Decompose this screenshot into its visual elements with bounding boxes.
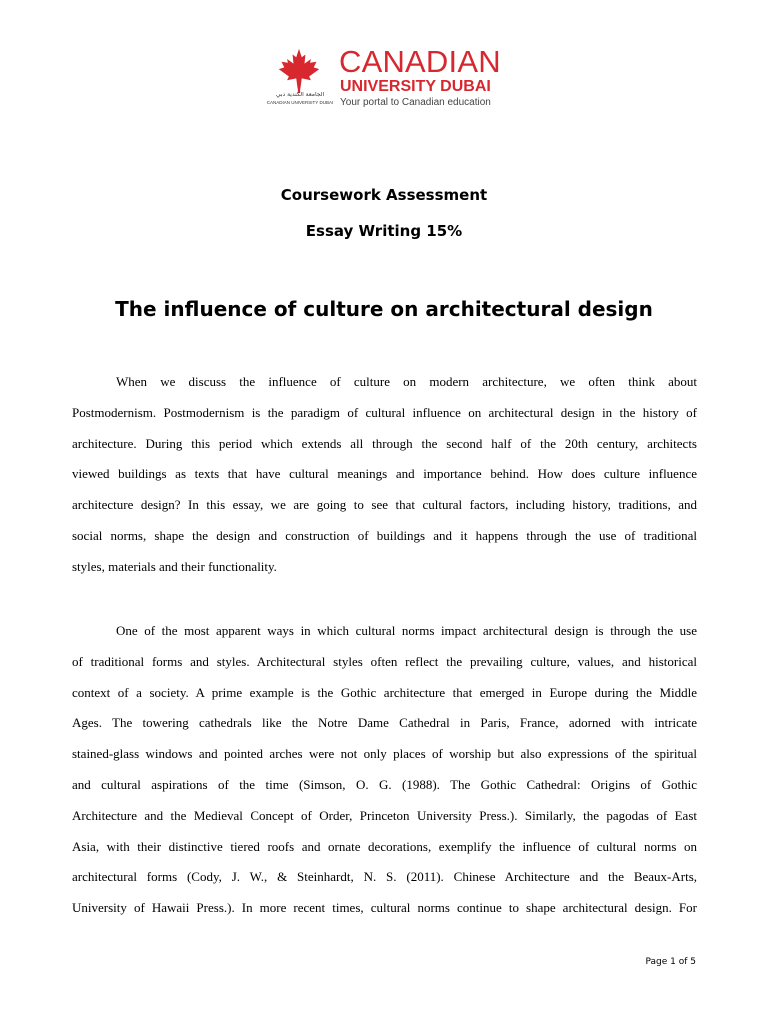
logo-small-english-text: CANADIAN UNIVERSITY DUBAI	[266, 100, 334, 105]
paragraph-line: viewed buildings as texts that have cultural meanings and importance behind. How does culture influence	[72, 466, 697, 482]
logo-emblem	[266, 44, 334, 110]
essay-heading: Essay Writing 15%	[305, 222, 463, 240]
essay-title: The influence of culture on architectural design	[115, 297, 653, 321]
paragraph-1	[72, 367, 697, 583]
logo-name: CANADIAN	[339, 44, 501, 79]
paragraph-line: Asia, with their distinctive tiered roofs and ornate decorations, exemplify the influence of cultural norms on	[72, 838, 697, 854]
paragraph-line: context of a society. A prime example is the Gothic architecture that emerged in Europe during the Middle	[72, 684, 697, 700]
paragraph-line: Architecture and the Medieval Concept of Order, Princeton University Press.). Similarly, the pagodas of East	[72, 807, 697, 823]
paragraph-line: When we discuss the influence of culture on modern architecture, we often think about	[116, 374, 697, 389]
logo-subtitle: UNIVERSITY DUBAI	[340, 78, 491, 95]
paragraph-line: Postmodernism. Postmodernism is the paradigm of cultural influence on architectural design in the history of	[72, 404, 697, 420]
coursework-heading: Coursework Assessment	[280, 186, 488, 204]
paragraph-line: and cultural aspirations of the time (Simson, O. G. (1988). The Gothic Cathedral: Origins of Gothic	[72, 776, 697, 792]
paragraph-line: stained-glass windows and pointed arches were not only places of worship but also expressions of the spiritual	[72, 746, 697, 762]
university-logo	[266, 44, 506, 114]
paragraph-line: University of Hawaii Press.). In more recent times, cultural norms continue to shape architectural design. For	[72, 900, 697, 916]
maple-leaf-icon	[276, 48, 322, 94]
page-number: Page 1 of 5	[645, 957, 696, 967]
logo-tagline: Your portal to Canadian education	[340, 97, 491, 108]
paragraph-line: architecture design? In this essay, we are going to see that cultural factors, including history, traditions, and	[72, 497, 697, 513]
paragraph-line: architectural forms (Cody, J. W., & Steinhardt, N. S. (2011). Chinese Architecture and the Beaux-Arts,	[72, 869, 697, 885]
paragraph-line: styles, materials and their functionality.	[72, 558, 277, 574]
logo-arabic-text: الجامعة الكندية دبي	[275, 92, 325, 98]
paragraph-line: One of the most apparent ways in which cultural norms impact architectural design is through the use	[116, 623, 697, 638]
paragraph-2	[72, 616, 697, 924]
paragraph-line: social norms, shape the design and construction of buildings and it happens through the use of traditional	[72, 527, 697, 543]
paragraph-line: of traditional forms and styles. Architectural styles often reflect the prevailing culture, values, and historical	[72, 653, 697, 669]
paragraph-line: architecture. During this period which extends all through the second half of the 20th century, architects	[72, 435, 697, 451]
paragraph-line: Ages. The towering cathedrals like the Notre Dame Cathedral in Paris, France, adorned with intricate	[72, 715, 697, 731]
